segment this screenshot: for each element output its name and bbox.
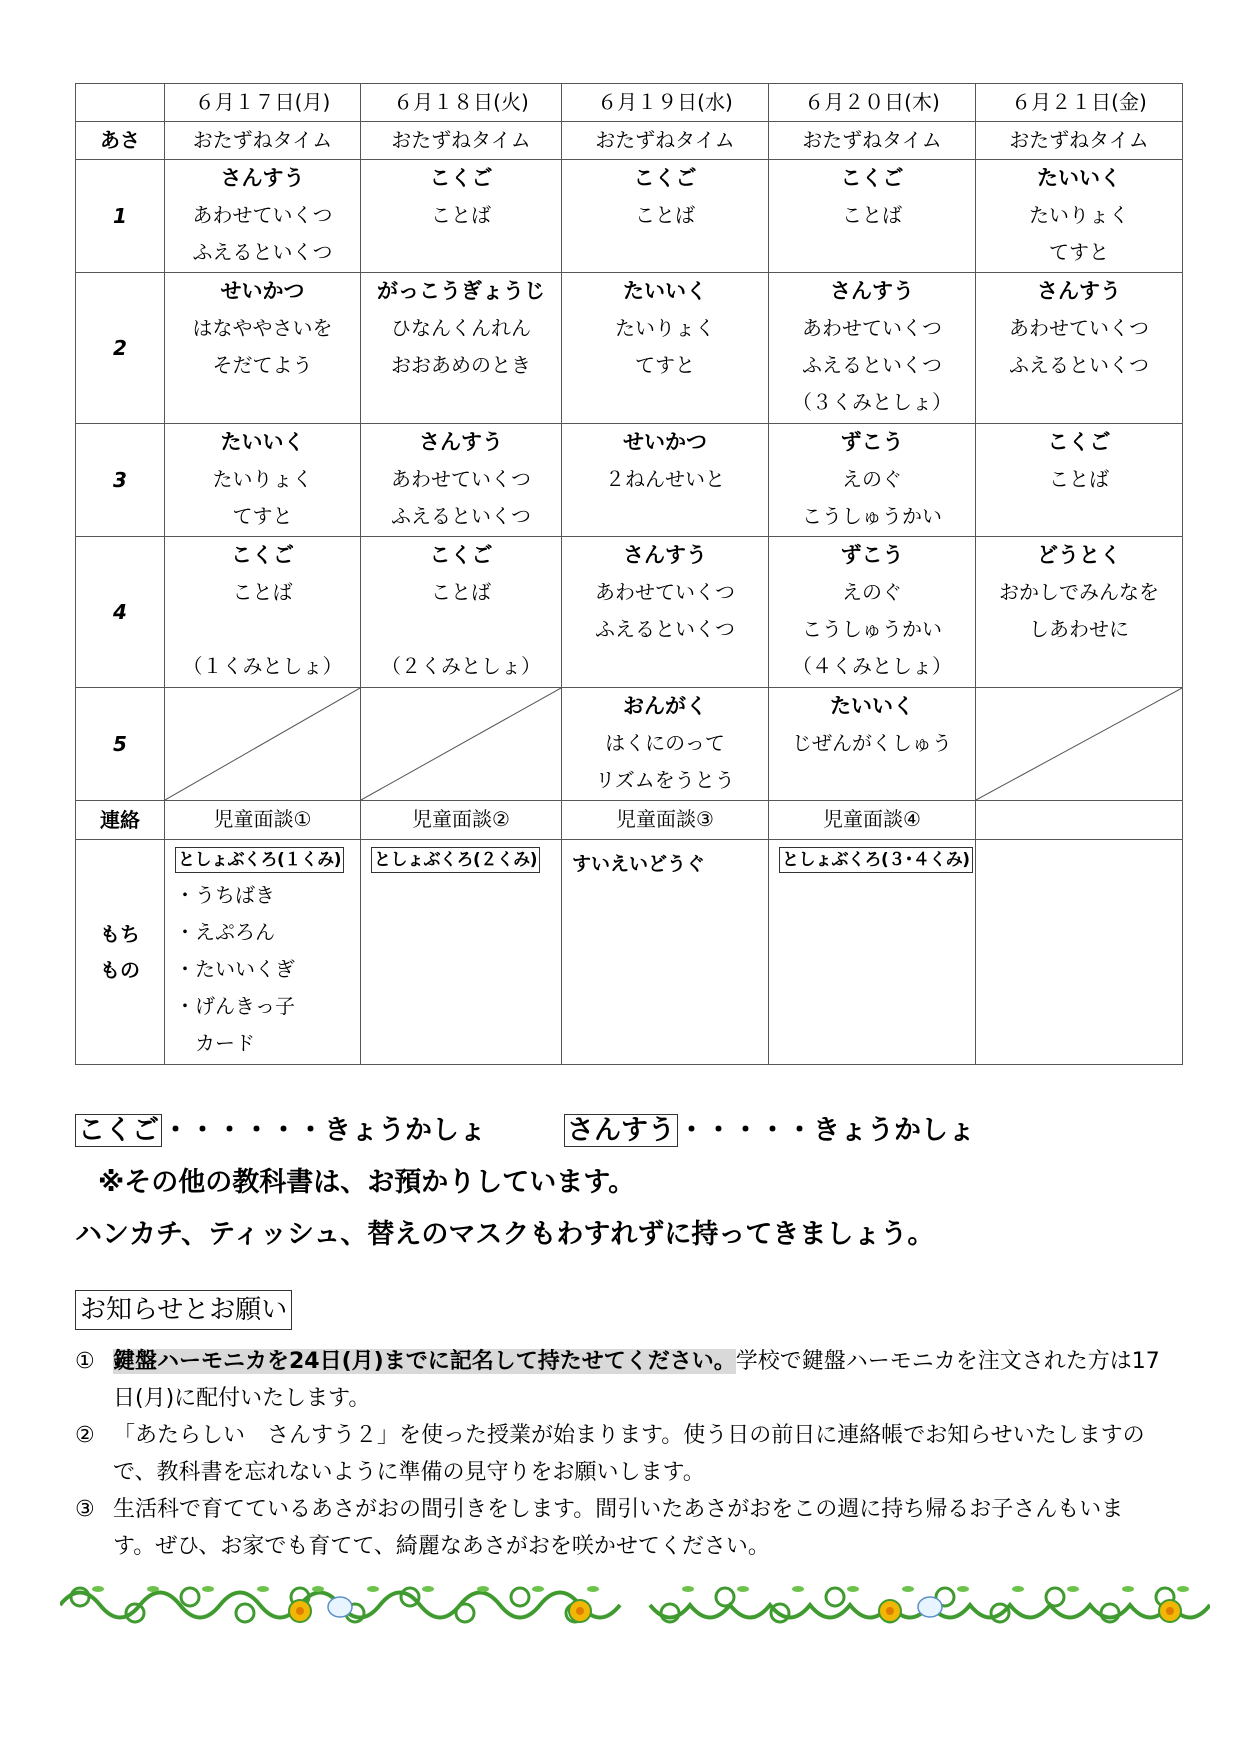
lesson-topic: おかしでみんなを — [999, 580, 1159, 604]
lesson-topic: あわせていくつ — [1009, 316, 1149, 340]
period-row — [76, 688, 1183, 801]
lesson-topic: えのぐ — [842, 580, 902, 604]
lesson-topic: はくにのって — [605, 731, 725, 755]
vine-curl — [181, 1588, 199, 1606]
leaf-icon — [257, 1586, 269, 1592]
lesson-topic: そだてよう — [212, 353, 313, 377]
mochimono-label-2: もの — [100, 958, 140, 982]
lesson-cell — [976, 688, 1183, 801]
lesson-topic: たいりょく — [1029, 203, 1129, 227]
lesson-topic: たいりょく — [615, 316, 715, 340]
lesson-cell — [976, 273, 1183, 424]
lesson-topic: えのぐ — [842, 467, 902, 491]
info-item-2 — [75, 1417, 1165, 1491]
info-num: ③ — [75, 1497, 95, 1522]
lesson-topic: あわせていくつ — [192, 203, 333, 227]
info-num: ② — [75, 1423, 95, 1448]
lesson-topic: ふえるといくつ — [391, 504, 531, 528]
lesson-topic: ことば — [232, 580, 293, 604]
lesson-cell — [562, 160, 769, 273]
mochimono-thu — [769, 840, 976, 1065]
rabbit-icon — [328, 1597, 352, 1617]
mochimono-fri — [976, 840, 1183, 1065]
subject-name: さんすう — [1037, 279, 1121, 303]
lesson-cell — [976, 424, 1183, 537]
subject-name: さんすう — [220, 166, 305, 190]
subject-name: こくご — [429, 543, 493, 567]
leaf-icon — [147, 1586, 159, 1592]
item: ・げんきっ子 — [175, 994, 295, 1018]
sansu-box: さんすう — [564, 1114, 678, 1147]
lesson-topic: こうしゅうかい — [802, 617, 942, 641]
lesson-topic: ふえるといくつ — [1009, 353, 1149, 377]
asa-row — [76, 122, 1183, 160]
flower-center — [1166, 1607, 1174, 1615]
vine-curl — [716, 1588, 734, 1606]
period-row — [76, 537, 1183, 688]
lesson-topic: ふえるといくつ — [595, 617, 735, 641]
period-number: 3 — [76, 424, 165, 537]
flower-center — [886, 1607, 894, 1615]
subject-name: ずこう — [840, 543, 904, 567]
sansu-dots: ・・・・・きょうかしょ — [678, 1115, 975, 1146]
lesson-cell — [361, 160, 562, 273]
leaf-icon — [477, 1586, 489, 1592]
lesson-topic: たいりょく — [212, 467, 313, 491]
asa-cell: おたずねタイム — [769, 122, 976, 160]
asa-cell: おたずねタイム — [165, 122, 361, 160]
lesson-cell — [562, 537, 769, 688]
lesson-topic: （３くみとしょ） — [792, 390, 952, 414]
subject-name: たいいく — [220, 430, 305, 454]
library-bag-box: としょぶくろ(３･４くみ) — [779, 847, 973, 873]
vine-border-decoration — [60, 1575, 1210, 1635]
lesson-topic: ことば — [431, 580, 491, 604]
lesson-topic: おおあめのとき — [391, 353, 531, 377]
subject-name: こくご — [840, 166, 904, 190]
renraku-label: 連絡 — [76, 801, 165, 840]
lesson-topic: （２くみとしょ） — [381, 654, 541, 678]
subject-name: せいかつ — [220, 279, 305, 303]
lesson-topic: ２ねんせいと — [605, 467, 725, 491]
asa-cell: おたずねタイム — [562, 122, 769, 160]
library-bag-box: としょぶくろ(１くみ) — [175, 847, 344, 873]
day-header: ６月２１日(金) — [976, 84, 1183, 122]
lesson-topic: ふえるといくつ — [192, 240, 333, 264]
lesson-topic: ひなんくんれん — [391, 316, 531, 340]
renraku-cell: 児童面談① — [165, 801, 361, 840]
flower-center — [296, 1607, 304, 1615]
period-row — [76, 273, 1183, 424]
subject-name: どうとく — [1037, 543, 1121, 567]
lesson-cell — [562, 424, 769, 537]
vine-curl — [236, 1604, 254, 1622]
empty-slot-slash — [361, 688, 561, 800]
subject-name: おんがく — [623, 694, 707, 718]
lesson-cell — [976, 537, 1183, 688]
lesson-cell — [769, 688, 976, 801]
day-header: ６月１８日(火) — [361, 84, 562, 122]
header-row — [76, 84, 1183, 122]
lesson-cell — [165, 160, 361, 273]
lesson-topic: ことば — [431, 203, 491, 227]
lesson-topic: あわせていくつ — [391, 467, 531, 491]
subject-name: がっこうぎょうじ — [377, 279, 545, 303]
lesson-topic: しあわせに — [1029, 617, 1129, 641]
lesson-topic: てすと — [1049, 240, 1109, 264]
subject-name: たいいく — [830, 694, 914, 718]
lesson-topic: ことば — [635, 203, 695, 227]
info-title: お知らせとお願い — [75, 1290, 292, 1330]
item: ・たいいくぎ — [175, 957, 295, 981]
textbook-note — [75, 1108, 975, 1147]
mochimono-tue — [361, 840, 562, 1065]
leaf-icon — [92, 1586, 104, 1592]
lesson-cell — [165, 537, 361, 688]
info-text: 生活科で育てているあさがおの間引きをします。間引いたあさがおをこの週に持ち帰るお子さんもいます。ぜひ、お家でも育てて、綺麗なあさがおを咲かせてください。 — [113, 1497, 1124, 1559]
lesson-topic: こうしゅうかい — [802, 504, 942, 528]
leaf-icon — [532, 1586, 544, 1592]
leaf-icon — [682, 1586, 694, 1592]
leaf-icon — [1122, 1586, 1134, 1592]
renraku-cell: 児童面談④ — [769, 801, 976, 840]
period-row — [76, 160, 1183, 273]
lesson-cell — [361, 424, 562, 537]
renraku-cell: 児童面談③ — [562, 801, 769, 840]
renraku-row — [76, 801, 1183, 840]
lesson-topic: あわせていくつ — [802, 316, 942, 340]
schedule-table — [75, 83, 1183, 1065]
item: ・うちばき — [175, 883, 275, 907]
asa-cell: おたずねタイム — [976, 122, 1183, 160]
corner-cell — [76, 84, 165, 122]
asa-label: あさ — [76, 122, 165, 160]
lesson-topic: じぜんがくしゅう — [792, 731, 952, 755]
day-header: ６月１７日(月) — [165, 84, 361, 122]
info-item-3 — [75, 1491, 1165, 1565]
rabbit-icon — [918, 1597, 942, 1617]
leaf-icon — [1012, 1586, 1024, 1592]
item: ・えぷろん — [175, 920, 275, 944]
period-number: 5 — [76, 688, 165, 801]
mochimono-wed — [562, 840, 769, 1065]
vine-curl — [456, 1604, 474, 1622]
subject-name: こくご — [231, 543, 294, 567]
info-highlight: 鍵盤ハーモニカを24日(月)までに記名して持たせてください。 — [113, 1349, 736, 1374]
leaf-icon — [847, 1586, 859, 1592]
kokugo-dots: ・・・・・・きょうかしょ — [162, 1115, 486, 1146]
empty-slot-slash — [976, 688, 1182, 800]
renraku-cell: 児童面談② — [361, 801, 562, 840]
lesson-cell — [976, 160, 1183, 273]
lesson-cell — [165, 273, 361, 424]
note-line2: ※その他の教科書は、お預かりしています。 — [98, 1167, 636, 1198]
lesson-topic: リズムをうとう — [595, 768, 735, 792]
leaf-icon — [312, 1586, 324, 1592]
period-number: 4 — [76, 537, 165, 688]
leaf-icon — [202, 1586, 214, 1592]
subject-name: こくご — [429, 166, 493, 190]
lesson-cell — [769, 424, 976, 537]
lesson-cell — [165, 688, 361, 801]
period-number: 2 — [76, 273, 165, 424]
asa-cell: おたずねタイム — [361, 122, 562, 160]
subject-name: こくご — [1047, 430, 1111, 454]
leaf-icon — [587, 1586, 599, 1592]
subject-name: せいかつ — [623, 430, 707, 454]
info-num: ① — [75, 1349, 95, 1374]
leaf-icon — [957, 1586, 969, 1592]
info-text: 「あたらしい さんすう２」を使った授業が始まります。使う日の前日に連絡帳でお知らせいたしますので、教科書を忘れないように準備の見守りをお願いします。 — [113, 1423, 1145, 1485]
lesson-topic: ふえるといくつ — [802, 353, 942, 377]
subject-name: たいいく — [1037, 166, 1121, 190]
library-bag-box: としょぶくろ(２くみ) — [371, 847, 540, 873]
mochimono-label — [76, 840, 165, 1065]
lesson-cell — [769, 537, 976, 688]
lesson-cell — [562, 273, 769, 424]
subject-name: さんすう — [419, 430, 503, 454]
mochimono-row — [76, 840, 1183, 1065]
subject-name: こくご — [633, 166, 697, 190]
info-text: 学校で鍵盤ハーモニカを注文された方は17日(月)に配付いたします。 — [113, 1349, 1160, 1411]
lesson-topic — [165, 611, 360, 648]
leaf-icon — [792, 1586, 804, 1592]
lesson-topic — [361, 611, 561, 648]
lesson-cell — [769, 273, 976, 424]
subject-name: さんすう — [623, 543, 707, 567]
lesson-cell — [562, 688, 769, 801]
lesson-topic: てすと — [635, 353, 695, 377]
lesson-topic: （１くみとしょ） — [182, 654, 343, 678]
lesson-topic: あわせていくつ — [595, 580, 735, 604]
vine-curl — [511, 1588, 529, 1606]
lesson-cell — [361, 537, 562, 688]
day-header: ６月１９日(水) — [562, 84, 769, 122]
mochimono-mon — [165, 840, 361, 1065]
swim-gear: すいえいどうぐ — [572, 853, 706, 875]
note-line3: ハンカチ、ティッシュ、替えのマスクもわすれずに持ってきましょう。 — [75, 1219, 935, 1250]
leaf-icon — [367, 1586, 379, 1592]
lesson-topic: てすと — [232, 504, 293, 528]
lesson-topic: はなややさいを — [192, 316, 333, 340]
leaf-icon — [422, 1586, 434, 1592]
period-number: 1 — [76, 160, 165, 273]
lesson-cell — [361, 273, 562, 424]
lesson-cell — [165, 424, 361, 537]
mochimono-label-1: もち — [100, 922, 140, 946]
vine-curl — [826, 1588, 844, 1606]
subject-name: さんすう — [830, 279, 914, 303]
kokugo-box: こくご — [75, 1114, 162, 1147]
info-item-1 — [75, 1343, 1165, 1417]
item: カード — [175, 1031, 255, 1055]
lesson-cell — [769, 160, 976, 273]
leaf-icon — [737, 1586, 749, 1592]
day-header: ６月２０日(木) — [769, 84, 976, 122]
leaf-icon — [902, 1586, 914, 1592]
renraku-cell — [976, 801, 1183, 840]
period-row — [76, 424, 1183, 537]
vine-curl — [1046, 1588, 1064, 1606]
leaf-icon — [1067, 1586, 1079, 1592]
lesson-cell — [361, 688, 562, 801]
subject-name: たいいく — [623, 279, 707, 303]
lesson-topic: ことば — [842, 203, 902, 227]
flower-center — [576, 1607, 584, 1615]
lesson-topic: ことば — [1049, 467, 1109, 491]
leaf-icon — [1177, 1586, 1189, 1592]
lesson-topic: （４くみとしょ） — [792, 654, 952, 678]
subject-name: ずこう — [840, 430, 904, 454]
empty-slot-slash — [165, 688, 360, 800]
